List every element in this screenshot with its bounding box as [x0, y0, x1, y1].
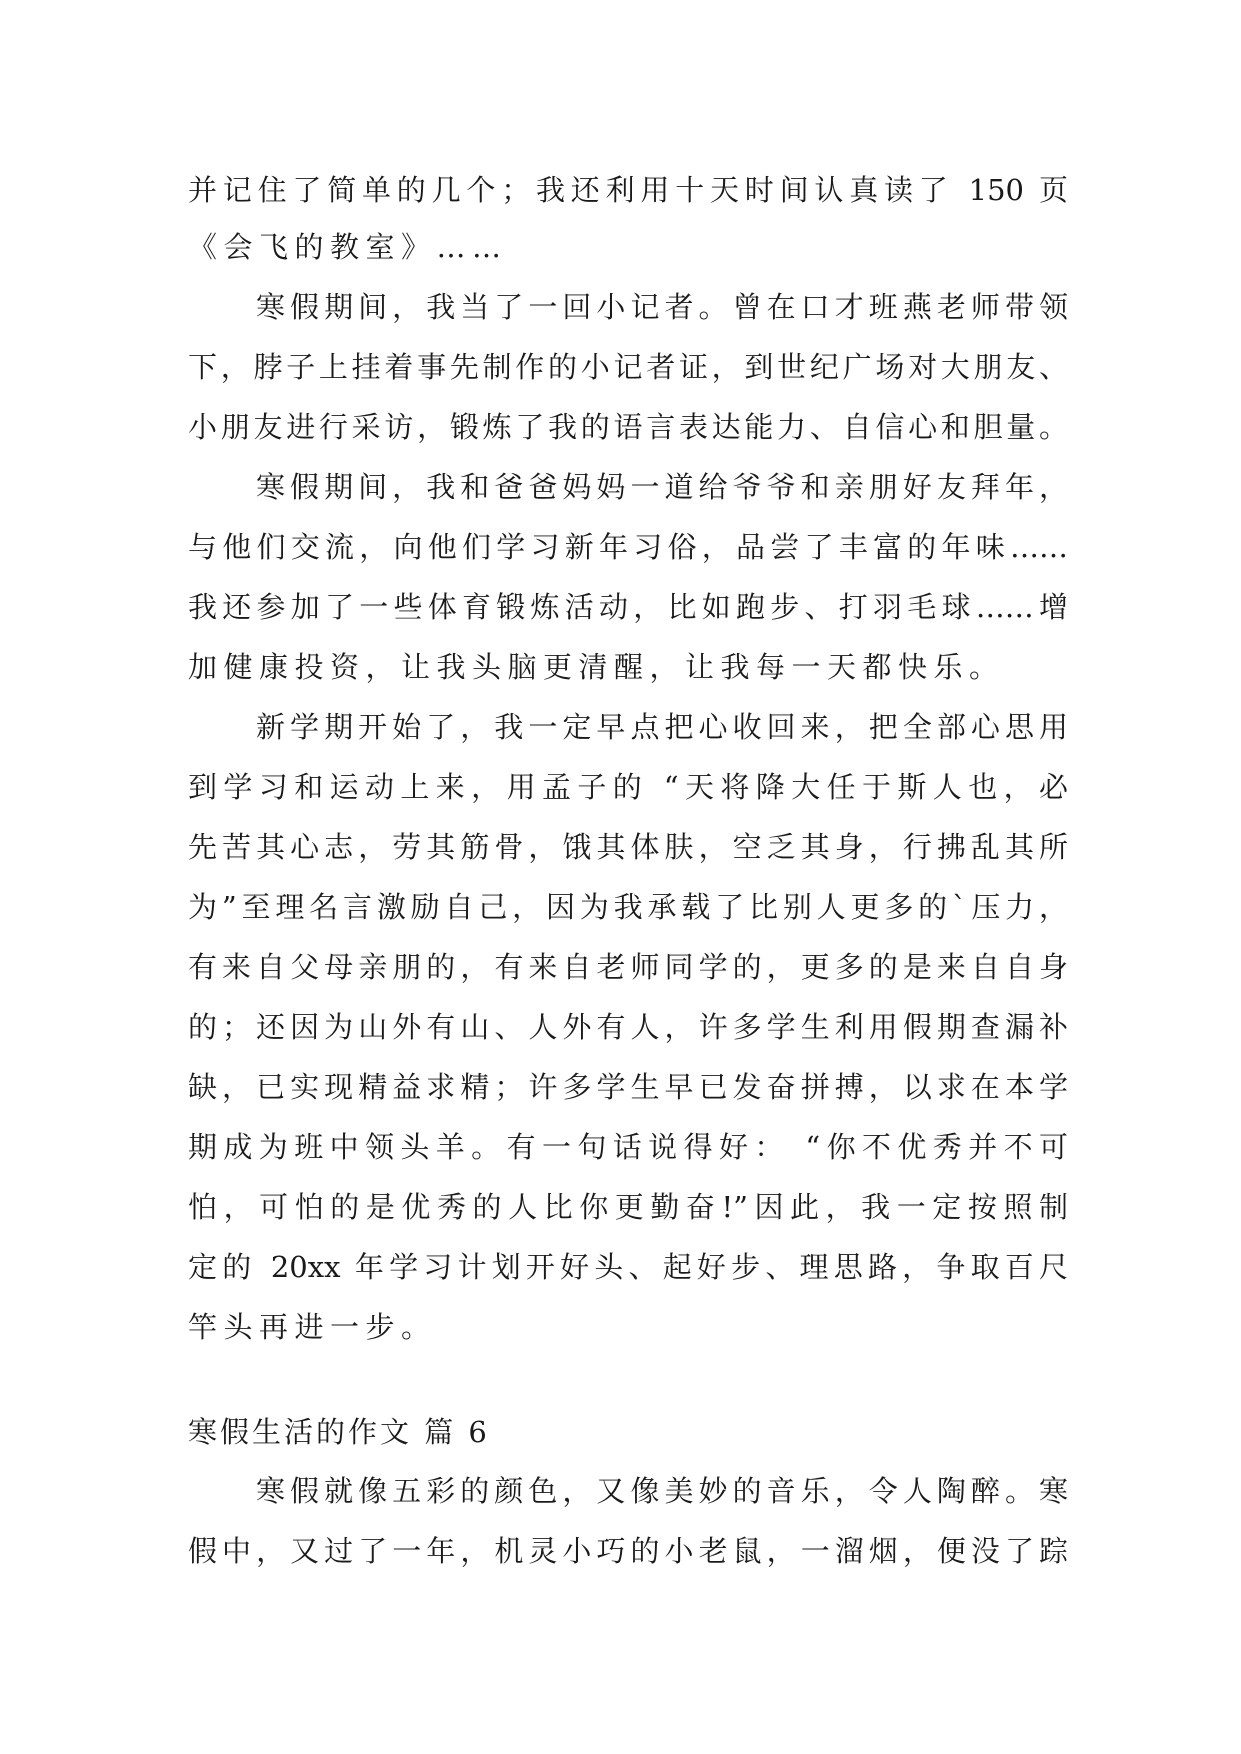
paragraph-start: 寒假就像五彩的颜色，又像美妙的音乐，令人陶醉。寒 — [256, 1474, 1068, 1508]
text-line: 到学习和运动上来，用孟子的 “天将降大任于斯人也，必 — [188, 770, 1068, 804]
text-line: 怕，可怕的是优秀的人比你更勤奋!”因此，我一定按照制 — [188, 1190, 1068, 1224]
paragraph-start: 寒假期间，我和爸爸妈妈一道给爷爷和亲朋好友拜年， — [256, 470, 1068, 504]
text-line: 竿头再进一步。 — [188, 1310, 437, 1344]
text-line: 与他们交流，向他们学习新年习俗，品尝了丰富的年味…… — [188, 530, 1068, 564]
text-line: 小朋友进行采访，锻炼了我的语言表达能力、自信心和胆量。 — [188, 410, 1068, 444]
text-line: 假中，又过了一年，机灵小巧的小老鼠，一溜烟，便没了踪 — [188, 1534, 1068, 1568]
section-heading: 寒假生活的作文 篇 6 — [188, 1415, 490, 1449]
text-line: 为”至理名言激励自己，因为我承载了比别人更多的`压力， — [188, 890, 1068, 924]
text-line: 有来自父母亲朋的，有来自老师同学的，更多的是来自自身 — [188, 950, 1068, 984]
paragraph-start: 寒假期间，我当了一回小记者。曾在口才班燕老师带领 — [256, 290, 1068, 324]
text-line: 《会飞的教室》…… — [188, 230, 508, 264]
text-line: 加健康投资，让我头脑更清醒，让我每一天都快乐。 — [188, 650, 1005, 684]
text-line: 期成为班中领头羊。有一句话说得好： “你不优秀并不可 — [188, 1130, 1068, 1164]
text-line: 缺，已实现精益求精；许多学生早已发奋拼搏，以求在本学 — [188, 1070, 1068, 1104]
text-line: 我还参加了一些体育锻炼活动，比如跑步、打羽毛球……增 — [188, 590, 1068, 624]
text-line: 定的 20xx 年学习计划开好头、起好步、理思路，争取百尺 — [188, 1250, 1068, 1284]
text-line: 并记住了简单的几个；我还利用十天时间认真读了 150 页 — [188, 173, 1068, 207]
text-line: 先苦其心志，劳其筋骨，饿其体肤，空乏其身，行拂乱其所 — [188, 830, 1068, 864]
text-line: 的；还因为山外有山、人外有人，许多学生利用假期查漏补 — [188, 1010, 1068, 1044]
text-line: 下，脖子上挂着事先制作的小记者证，到世纪广场对大朋友、 — [188, 350, 1068, 384]
paragraph-start: 新学期开始了，我一定早点把心收回来，把全部心思用 — [256, 710, 1068, 744]
